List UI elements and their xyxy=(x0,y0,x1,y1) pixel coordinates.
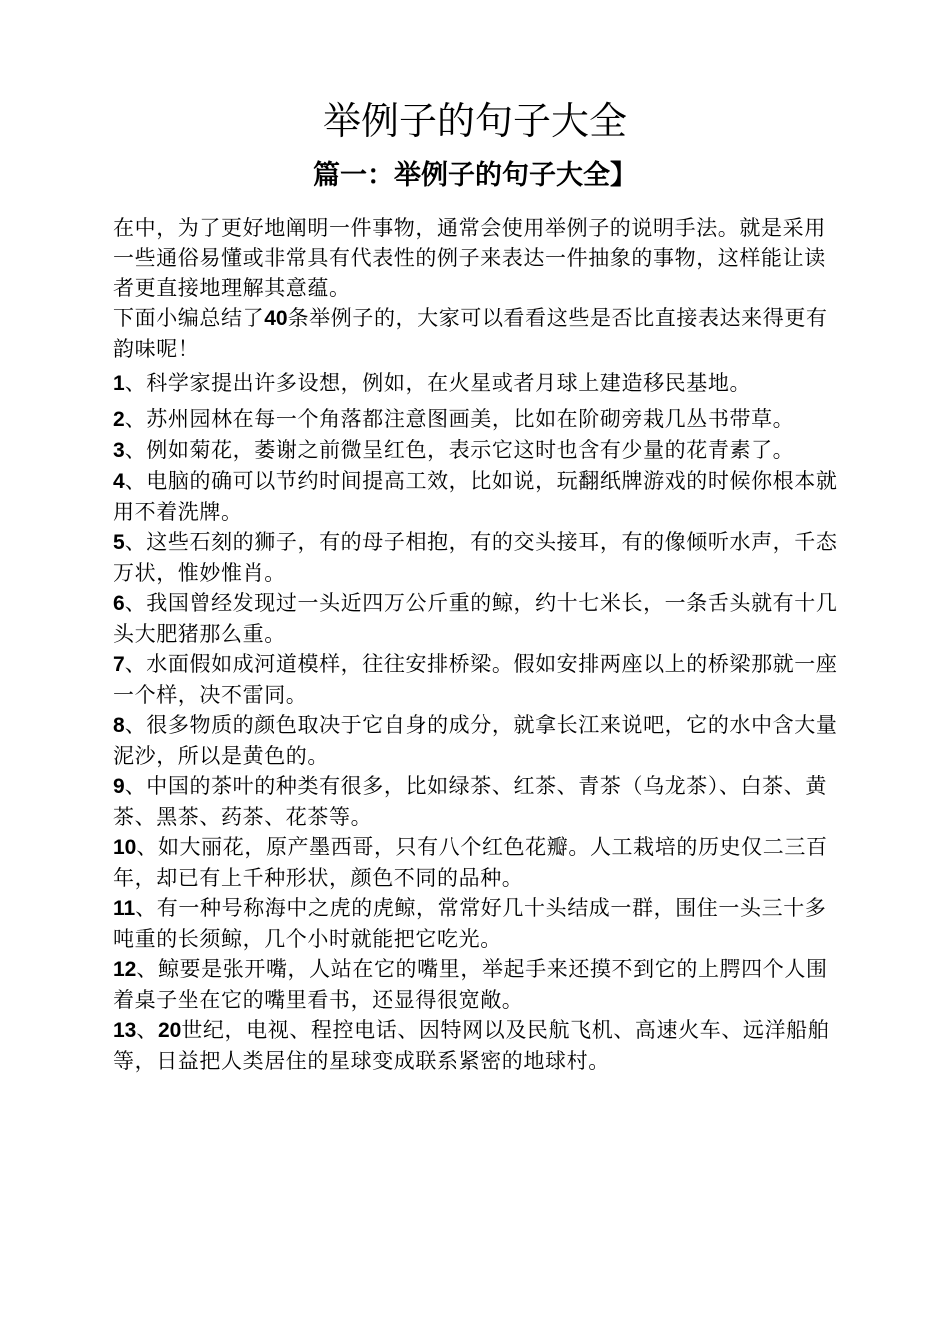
item-text: 、有一种号称海中之虎的虎鲸，常常好几十头结成一群，围住一头三十多吨重的长须鲸，几个小时就能把它吃光。 xyxy=(113,896,827,951)
list-item xyxy=(113,649,843,710)
intro-paragraph: 在中，为了更好地阐明一件事物，通常会使用举例子的说明手法。就是采用一些通俗易懂或非常具有代表性的例子来表达一件抽象的事物，这样能让读者更直接地理解其意蕴。 xyxy=(113,216,826,300)
document-subtitle: 篇一：举例子的句子大全】 xyxy=(313,160,637,191)
list-item xyxy=(113,1015,843,1076)
item-number: 10 xyxy=(113,836,137,859)
item-number: 13 xyxy=(113,1019,137,1042)
list-item xyxy=(113,368,843,399)
item-number: 9 xyxy=(113,775,125,798)
item-number: 8 xyxy=(113,714,125,737)
list-item xyxy=(113,893,843,954)
item-text: 、 xyxy=(136,1018,158,1042)
list-item xyxy=(113,404,843,435)
item-text: 、如大丽花，原产墨西哥，只有八个红色花瓣。人工栽培的历史仅二三百年，却已有上千种形状，颜色不同的品种。 xyxy=(113,835,828,890)
item-text: 、科学家提出许多设想，例如，在火星或者月球上建造移民基地。 xyxy=(124,371,752,395)
item-text: 、电脑的确可以节约时间提高工效，比如说，玩翻纸牌游戏的时候你根本就用不着洗牌。 xyxy=(113,469,838,524)
list-item xyxy=(113,832,843,893)
item-text: 、苏州园林在每一个角落都注意图画美，比如在阶砌旁栽几丛书带草。 xyxy=(124,407,795,431)
document-body xyxy=(113,213,843,1076)
list-item xyxy=(113,588,843,649)
item-number: 5 xyxy=(113,531,125,554)
item-text: 、我国曾经发现过一头近四万公斤重的鲸，约十七米长，一条舌头就有十几头大肥猪那么重。 xyxy=(113,591,838,646)
intro-text: 下面小编总结了 xyxy=(113,306,265,330)
item-text: 、鲸要是张开嘴，人站在它的嘴里，举起手来还摸不到它的上腭四个人围着桌子坐在它的嘴里看书，还显得很宽敞。 xyxy=(113,957,828,1012)
item-text: 、这些石刻的狮子，有的母子相抱，有的交头接耳，有的像倾听水声，千态万状，惟妙惟肖。 xyxy=(113,530,838,585)
item-number: 6 xyxy=(113,592,125,615)
intro-text: 条举例子的，大家可以看看这些是否比直接表达来得更有韵味呢！ xyxy=(113,306,828,361)
list-item xyxy=(113,954,843,1015)
item-number: 12 xyxy=(113,958,137,981)
intro-number: 40 xyxy=(264,307,288,330)
item-number: 2 xyxy=(113,408,125,431)
list-item xyxy=(113,710,843,771)
item-text: 、中国的茶叶的种类有很多，比如绿茶、红茶、青茶（乌龙茶）、白茶、黄茶、黑茶、药茶、花茶等。 xyxy=(113,774,827,829)
item-text: 世纪，电视、程控电话、因特网以及民航飞机、高速火车、远洋船舶等，日益把人类居住的星球变成联系紧密的地球村。 xyxy=(113,1018,830,1073)
item-text: 、水面假如成河道模样，往往安排桥梁。假如安排两座以上的桥梁那就一座一个样，决不雷同。 xyxy=(113,652,838,707)
list-item xyxy=(113,771,843,832)
item-inline-number: 20 xyxy=(157,1019,182,1042)
document-title: 举例子的句子大全 xyxy=(322,99,627,143)
item-text: 、很多物质的颜色取决于它自身的成分，就拿长江来说吧，它的水中含大量泥沙，所以是黄色的。 xyxy=(113,713,838,768)
item-number: 1 xyxy=(113,372,125,395)
item-number: 4 xyxy=(113,470,125,493)
list-item xyxy=(113,435,843,466)
item-text: 、例如菊花，萎谢之前微呈红色，表示它这时也含有少量的花青素了。 xyxy=(124,438,795,462)
list-item xyxy=(113,527,843,588)
intro-paragraph-2 xyxy=(113,303,843,364)
item-number: 7 xyxy=(113,653,125,676)
list-item xyxy=(113,466,843,527)
item-number: 3 xyxy=(113,439,125,462)
item-number: 11 xyxy=(113,897,136,920)
